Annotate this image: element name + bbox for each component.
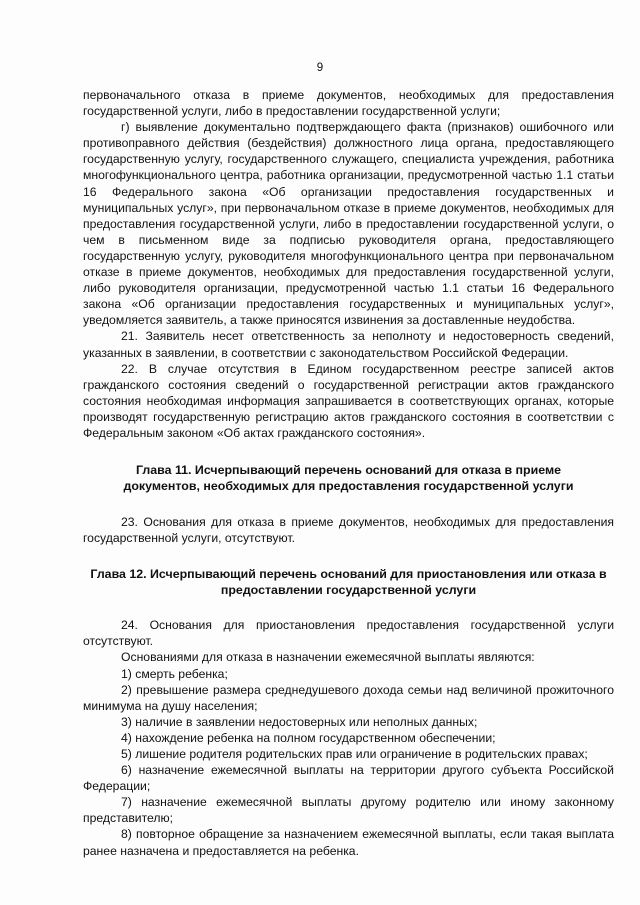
paragraph-24: 24. Основания для приостановления предоставления государственной услуги отсутствуют. — [83, 618, 614, 649]
paragraph-continuation: первоначального отказа в приеме документов, необходимых для предоставления государственной услуги, либо в предоставлении государственной услуги; — [83, 88, 614, 119]
paragraph-22: 22. В случае отсутствия в Едином государственном реестре записей актов гражданского состояния сведений о государственной регистрации актов гражданского состояния необходимая информация запрашивается в соответствующих органах, которые производят государственную регистрацию актов гражданского состояния в соответствии с Федеральным законом «Об актах гражданского состояния». — [83, 361, 614, 440]
list-item: 7) назначение ежемесячной выплаты другому родителю или иному законному представителю; — [83, 795, 614, 826]
refusal-grounds-list — [83, 666, 614, 859]
chapter-11-heading: Глава 11. Исчерпывающий перечень оснований для отказа в приеме документов, необходимых для предоставления государственной услуги — [123, 463, 574, 494]
list-item: 8) повторное обращение за назначением ежемесячной выплаты, если такая выплата ранее назначена и предоставляется на ребенка. — [83, 827, 614, 858]
chapter-12-heading: Глава 12. Исчерпывающий перечень оснований для приостановления или отказа в предоставлении государственной услуги — [90, 567, 607, 598]
list-item: 3) наличие в заявлении недостоверных или неполных данных; — [121, 714, 478, 729]
paragraph-21: 21. Заявитель несет ответственность за неполноту и недостоверность сведений, указанных в заявлении, в соответствии с законодательством Российской Федерации. — [83, 329, 614, 360]
paragraph-23: 23. Основания для отказа в приеме документов, необходимых для предоставления государственной услуги, отсутствуют. — [83, 515, 614, 546]
paragraph-refusal-grounds-intro: Основаниями для отказа в назначении ежемесячной выплаты являются: — [121, 650, 535, 665]
page-number: 9 — [316, 62, 324, 74]
list-item: 6) назначение ежемесячной выплаты на территории другого субъекта Российской Федерации; — [83, 763, 614, 794]
list-item: 1) смерть ребенка; — [121, 666, 228, 681]
list-item: 5) лишение родителя родительских прав или ограничение в родительских правах; — [121, 747, 588, 761]
list-item: 4) нахождение ребенка на полном государственном обеспечении; — [121, 730, 496, 745]
paragraph-item-g: г) выявление документально подтверждающего факта (признаков) ошибочного или противоправного действия (бездействия) должностного лица органа, предоставляющего государственную услугу, государственного служащего, специалиста учреждения, работника многофункционального центра, работника организации, предусмотренной частью 1.1 статьи 16 Федерального закона «Об организации предоставления государственных и муниципальных услуг», при первоначальном отказе в приеме документов, необходимых для предоставления государственной услуги, либо в предоставлении государственной услуги, о чем в письменном виде за подписью руководителя органа, предоставляющего государственную услугу, руководителя многофункционального центра при первоначальном отказе в приеме документов, необходимых для предоставления государственной услуги, либо руководителя организации, предусмотренной частью 1.1 статьи 16 Федерального закона «Об организации предоставления государственных и муниципальных услуг», уведомляется заявитель, а также приносятся извинения за доставленные неудобства. — [83, 120, 614, 328]
page-body — [83, 87, 614, 859]
list-item: 2) превышение размера среднедушевого дохода семьи над величиной прожиточного минимума на душу населения; — [83, 682, 614, 713]
